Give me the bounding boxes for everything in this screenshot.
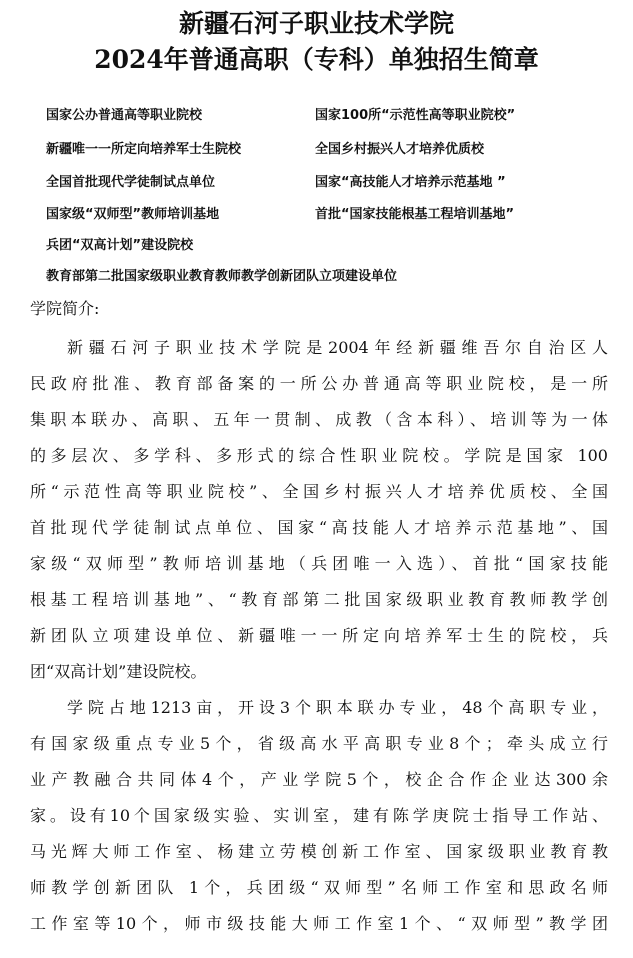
body-line: 师教学创新团队 1个，兵团级“双师型”名师工作室和思政名师 (30, 878, 608, 897)
body-line: 根基工程培训基地”、“教育部第二批国家级职业教育教师教学创 (30, 590, 608, 609)
body-line: 工作室等10个，师市级技能大师工作室1个、“双师型”教学团 (30, 914, 608, 933)
body-line: 家级“双师型”教师培训基地（兵团唯一入选）、首批“国家技能 (30, 554, 608, 573)
honor-item: 国家“高技能人才培养示范基地 ” (315, 175, 506, 190)
honor-item: 新疆唯一一所定向培养军士生院校 (46, 142, 242, 157)
body-line: 所“示范性高等职业院校”、全国乡村振兴人才培养优质校、全国 (30, 482, 608, 501)
honor-item: 教育部第二批国家级职业教育教师教学创新团队立项建设单位 (46, 269, 398, 284)
honor-item: 首批“国家技能根基工程培训基地” (315, 207, 515, 222)
honor-item: 国家公办普通高等职业院校 (46, 108, 203, 123)
honor-item: 兵团“双高计划”建设院校 (46, 238, 194, 253)
honor-item: 国家级“双师型”教师培训基地 (46, 207, 220, 222)
body-line: 集职本联办、高职、五年一贯制、成教（含本科）、培训等为一体 (30, 410, 608, 429)
body-line: 有国家级重点专业5个，省级高水平高职专业8个；牵头成立行 (30, 734, 608, 753)
body-line: 家。设有10个国家级实验、实训室，建有陈学庚院士指导工作站、 (30, 806, 608, 825)
body-line: 学院占地1213亩，开设3个职本联办专业，48个高职专业， (67, 698, 608, 717)
body-line: 新疆石河子职业技术学院是2004年经新疆维吾尔自治区人 (67, 338, 608, 357)
body-line: 首批现代学徒制试点单位、国家“高技能人才培养示范基地”、国 (30, 518, 608, 537)
body-line: 马光辉大师工作室、杨建立劳模创新工作室、国家级职业教育教 (30, 842, 608, 861)
honor-item: 全国乡村振兴人才培养优质校 (315, 142, 485, 157)
body-line: 民政府批准、教育部备案的一所公办普通高等职业院校，是一所 (30, 374, 608, 393)
honor-item: 全国首批现代学徒制试点单位 (46, 175, 216, 190)
body-line: 团“双高计划”建设院校。 (30, 662, 207, 681)
body-line: 业产教融合共同体4个，产业学院5个，校企合作企业达300余 (30, 770, 608, 789)
page-title-line-2: 2024年普通高职（专科）单独招生简章 (94, 45, 539, 74)
intro-label: 学院简介: (30, 299, 100, 318)
page-title-line-1: 新疆石河子职业技术学院 (178, 9, 454, 38)
body-line: 新团队立项建设单位、新疆唯一一所定向培养军士生的院校，兵 (30, 626, 608, 645)
honor-item: 国家100所“示范性高等职业院校” (315, 108, 516, 123)
body-line: 的多层次、多学科、多形式的综合性职业院校。学院是国家 100 (30, 446, 608, 465)
